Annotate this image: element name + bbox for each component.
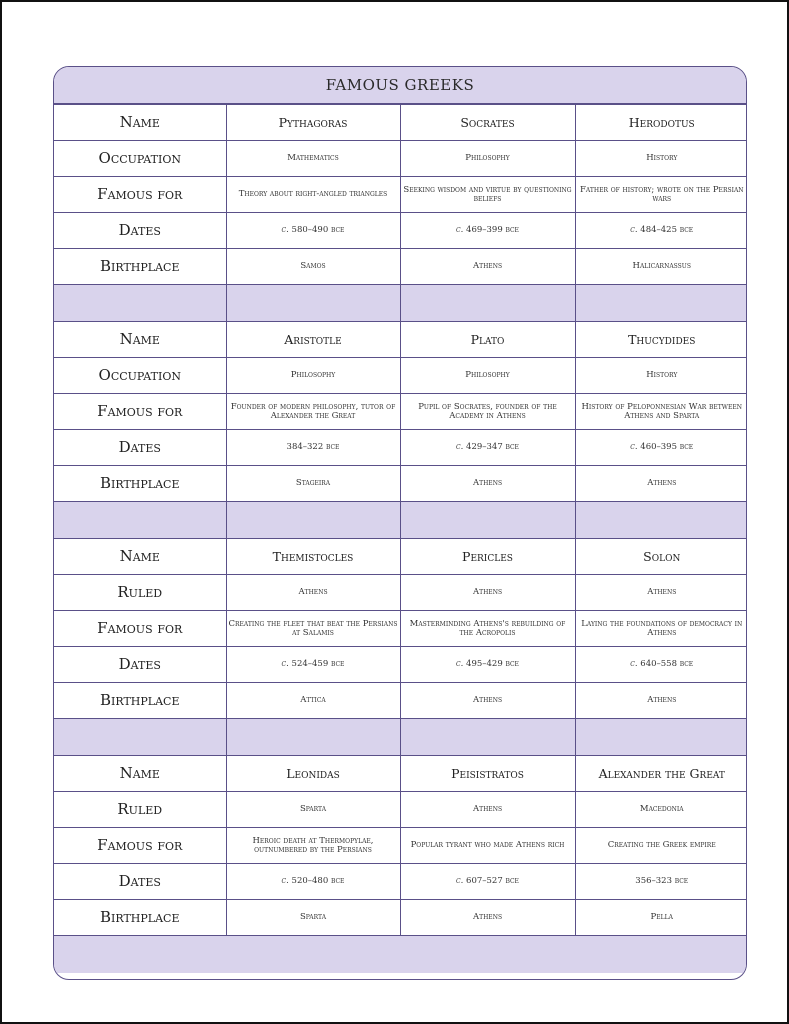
row-label: Birthplace bbox=[54, 466, 226, 502]
table-cell: Athens bbox=[226, 575, 400, 611]
table-cell: Athens bbox=[400, 683, 575, 719]
section-divider bbox=[54, 719, 747, 756]
row-label: Ruled bbox=[54, 792, 226, 828]
table-row bbox=[54, 539, 747, 575]
table-cell: c. 520–480 bce bbox=[226, 864, 400, 900]
divider-cell bbox=[575, 502, 747, 539]
greeks-grid bbox=[54, 104, 747, 936]
row-label: Birthplace bbox=[54, 249, 226, 285]
table-cell: History bbox=[575, 141, 747, 177]
row-label: Ruled bbox=[54, 575, 226, 611]
table-cell: c. 640–558 bce bbox=[575, 647, 747, 683]
table-row bbox=[54, 683, 747, 719]
person-name: Leonidas bbox=[226, 756, 400, 792]
person-name: Thucydides bbox=[575, 322, 747, 358]
row-label: Occupation bbox=[54, 141, 226, 177]
row-label: Dates bbox=[54, 430, 226, 466]
table-cell: Father of history; wrote on the Persian wars bbox=[575, 177, 747, 213]
table-cell: Theory about right-angled triangles bbox=[226, 177, 400, 213]
row-label: Dates bbox=[54, 864, 226, 900]
table-cell: Philosophy bbox=[400, 141, 575, 177]
table-cell: Athens bbox=[400, 900, 575, 936]
table-row bbox=[54, 756, 747, 792]
table-cell: Seeking wisdom and virtue by questioning beliefs bbox=[400, 177, 575, 213]
table-row bbox=[54, 864, 747, 900]
row-label: Name bbox=[54, 756, 226, 792]
divider-cell bbox=[400, 719, 575, 756]
table-cell: Samos bbox=[226, 249, 400, 285]
row-label: Famous for bbox=[54, 177, 226, 213]
person-name: Socrates bbox=[400, 105, 575, 141]
table-row bbox=[54, 249, 747, 285]
row-label: Dates bbox=[54, 213, 226, 249]
divider-cell bbox=[575, 285, 747, 322]
person-name: Herodotus bbox=[575, 105, 747, 141]
divider-cell bbox=[226, 285, 400, 322]
table-row bbox=[54, 322, 747, 358]
table-cell: Attica bbox=[226, 683, 400, 719]
table-cell: 356–323 bce bbox=[575, 864, 747, 900]
table-row bbox=[54, 141, 747, 177]
row-label: Birthplace bbox=[54, 683, 226, 719]
table-cell: Athens bbox=[400, 249, 575, 285]
table-cell: c. 524–459 bce bbox=[226, 647, 400, 683]
table-cell: Heroic death at Thermopylae, outnumbered by the Persians bbox=[226, 828, 400, 864]
person-name: Pericles bbox=[400, 539, 575, 575]
row-label: Dates bbox=[54, 647, 226, 683]
table-cell: c. 580–490 bce bbox=[226, 213, 400, 249]
table-cell: Athens bbox=[575, 683, 747, 719]
table-cell: Creating the Greek empire bbox=[575, 828, 747, 864]
row-label: Famous for bbox=[54, 828, 226, 864]
table-row bbox=[54, 430, 747, 466]
table-cell: Sparta bbox=[226, 792, 400, 828]
table-row bbox=[54, 575, 747, 611]
table-cell: Pella bbox=[575, 900, 747, 936]
table-cell: Creating the fleet that beat the Persians at Salamis bbox=[226, 611, 400, 647]
table-cell: Masterminding Athens's rebuilding of the Acropolis bbox=[400, 611, 575, 647]
table-row bbox=[54, 394, 747, 430]
table-cell: Mathematics bbox=[226, 141, 400, 177]
table-row bbox=[54, 828, 747, 864]
table-cell: c. 460–395 bce bbox=[575, 430, 747, 466]
section-divider bbox=[54, 502, 747, 539]
divider-cell bbox=[54, 285, 226, 322]
table-cell: c. 484–425 bce bbox=[575, 213, 747, 249]
table-cell: Stageira bbox=[226, 466, 400, 502]
table-cell: c. 469–399 bce bbox=[400, 213, 575, 249]
table-cell: Athens bbox=[400, 792, 575, 828]
divider-cell bbox=[54, 502, 226, 539]
divider-cell bbox=[226, 719, 400, 756]
table-cell: History of Peloponnesian War between Athens and Sparta bbox=[575, 394, 747, 430]
footer-band bbox=[54, 936, 746, 973]
table-cell: Philosophy bbox=[226, 358, 400, 394]
table-cell: Athens bbox=[400, 575, 575, 611]
table-cell: Laying the foundations of democracy in Athens bbox=[575, 611, 747, 647]
divider-cell bbox=[400, 502, 575, 539]
person-name: Solon bbox=[575, 539, 747, 575]
table-row bbox=[54, 647, 747, 683]
famous-greeks-table bbox=[53, 66, 747, 980]
divider-cell bbox=[54, 719, 226, 756]
table-cell: Macedonia bbox=[575, 792, 747, 828]
table-row bbox=[54, 900, 747, 936]
table-cell: Sparta bbox=[226, 900, 400, 936]
table-row bbox=[54, 792, 747, 828]
table-cell: Athens bbox=[400, 466, 575, 502]
row-label: Famous for bbox=[54, 394, 226, 430]
table-cell: Founder of modern philosophy, tutor of Alexander the Great bbox=[226, 394, 400, 430]
table-cell: Athens bbox=[575, 466, 747, 502]
section-divider bbox=[54, 285, 747, 322]
table-cell: 384–322 bce bbox=[226, 430, 400, 466]
divider-cell bbox=[400, 285, 575, 322]
person-name: Alexander the Great bbox=[575, 756, 747, 792]
row-label: Name bbox=[54, 539, 226, 575]
table-row bbox=[54, 177, 747, 213]
row-label: Occupation bbox=[54, 358, 226, 394]
person-name: Themistocles bbox=[226, 539, 400, 575]
row-label: Famous for bbox=[54, 611, 226, 647]
table-cell: Popular tyrant who made Athens rich bbox=[400, 828, 575, 864]
table-row bbox=[54, 466, 747, 502]
person-name: Peisistratos bbox=[400, 756, 575, 792]
table-row bbox=[54, 611, 747, 647]
table-cell: Athens bbox=[575, 575, 747, 611]
table-cell: Halicarnassus bbox=[575, 249, 747, 285]
person-name: Aristotle bbox=[226, 322, 400, 358]
table-row bbox=[54, 358, 747, 394]
table-row bbox=[54, 213, 747, 249]
table-cell: c. 429–347 bce bbox=[400, 430, 575, 466]
person-name: Pythagoras bbox=[226, 105, 400, 141]
table-row bbox=[54, 105, 747, 141]
table-cell: Pupil of Socrates, founder of the Academy in Athens bbox=[400, 394, 575, 430]
table-cell: c. 607–527 bce bbox=[400, 864, 575, 900]
table-cell: Philosophy bbox=[400, 358, 575, 394]
divider-cell bbox=[575, 719, 747, 756]
person-name: Plato bbox=[400, 322, 575, 358]
row-label: Name bbox=[54, 105, 226, 141]
divider-cell bbox=[226, 502, 400, 539]
table-title: FAMOUS GREEKS bbox=[54, 67, 746, 104]
table-cell: History bbox=[575, 358, 747, 394]
table-cell: c. 495–429 bce bbox=[400, 647, 575, 683]
row-label: Birthplace bbox=[54, 900, 226, 936]
row-label: Name bbox=[54, 322, 226, 358]
